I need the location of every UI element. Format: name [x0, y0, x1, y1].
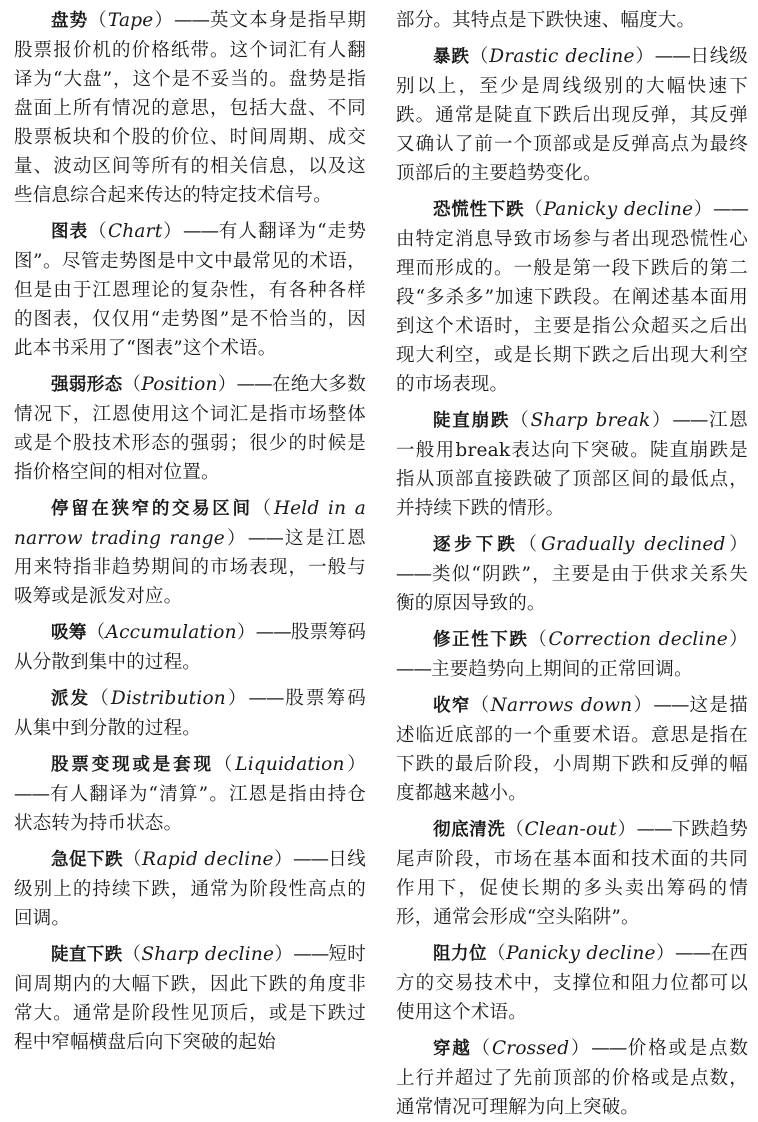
entry-english: Position — [141, 374, 218, 395]
entry-term: 暴跌 — [433, 47, 470, 67]
entry-term: 吸筹 — [51, 623, 87, 643]
continued-text: 部分。其特点是下跌快速、幅度大。 — [396, 10, 696, 31]
entry-english: Sharp break — [530, 410, 651, 431]
entry-definition: 下跌趋势尾声阶段，市场在基本面和技术面的共同作用下，促使长期的多头卖出筹码的情形，通常会形成“空头陷阱”。 — [396, 819, 748, 928]
entry-term: 修正性下跌 — [433, 630, 529, 650]
entry-english: Correction decline — [548, 629, 728, 650]
entry-term: 恐慌性下跌 — [433, 200, 525, 220]
entry-english: Gradually declined — [541, 534, 726, 555]
entry-definition: 这是江恩用来特指非趋势期间的市场表现，一般与吸筹或是派发对应。 — [14, 528, 366, 607]
entry-definition: 在绝大多数情况下，江恩使用这个词汇是指市场整体或是个股技术形态的强弱；很少的时候是指价格空间的相对位置。 — [14, 374, 366, 483]
entry-separator: —— — [672, 410, 708, 431]
entry-definition: 主要趋势向上期间的正常回调。 — [431, 659, 693, 680]
entry-separator: —— — [14, 784, 49, 805]
entry-definition: 有人翻译为“清算”。江恩是指由持仓状态转为持币状态。 — [14, 784, 366, 834]
entry-definition: 江恩一般用break表达向下突破。陡直崩跌是指从顶部直接跌破了顶部区间的最低点，并持续下跌的情形。 — [396, 410, 748, 519]
entry-english: Distribution — [110, 688, 226, 709]
entry-separator: —— — [674, 943, 710, 964]
right-column — [396, 6, 749, 1118]
entry-separator: —— — [247, 528, 283, 549]
glossary-entry-panicky-decline: 恐慌性下跌（Panicky decline）——由特定消息导致市场参与者出现恐慌性心理而形成的。一般是第一段下跌后的第二段“多杀多”加速下跌段。在阐述基本面用到这个术语时，主要是指公众超买之后出现大利空，或是长期下跌之后出现大利空的市场表现。 — [396, 199, 749, 395]
entry-term: 阻力位 — [433, 944, 488, 964]
entry-definition: 类似“阴跌”，主要是由于供求关系失衡的原因导致的。 — [396, 564, 748, 614]
entry-term: 陡直崩跌 — [433, 411, 511, 431]
entry-separator: —— — [248, 688, 284, 709]
entry-definition: 英文本身是指早期股票报价机的价格纸带。这个词汇有人翻译为“大盘”，这个是不妥当的。盘势是指盘面上所有情况的意思，包括大盘、不同股票板块和个股的价位、时间周期、成交量、波动区间等所有的相关信息，以及这些信息综合起来传达的特定技术信号。 — [14, 10, 367, 206]
entry-separator: —— — [293, 944, 329, 965]
entry-definition: 价格或是点数上行并超过了先前顶部的价格或是点数，通常情况可理解为向上突破。 — [396, 1038, 749, 1118]
glossary-entry-sharp-decline: 陡直下跌（Sharp decline）——短时间周期内的大幅下跌，因此下跌的角度非常大。通常是阶段性见顶后，或是下跌过程中窄幅横盘后向下突破的起始 — [14, 944, 366, 1053]
entry-separator: —— — [396, 564, 431, 585]
entry-term: 强弱形态 — [51, 375, 123, 395]
glossary-entry-crossed: 穿越（Crossed）——价格或是点数上行并超过了先前顶部的价格或是点数，通常情况可理解为向上突破。 — [396, 1038, 749, 1118]
entry-definition: 短时间周期内的大幅下跌，因此下跌的角度非常大。通常是阶段性见顶后，或是下跌过程中窄幅横盘后向下突破的起始 — [14, 944, 366, 1053]
entry-term: 盘势 — [51, 11, 89, 31]
entry-term: 股票变现或是套现 — [51, 755, 214, 775]
entry-separator: —— — [636, 819, 672, 840]
entry-english: Chart — [107, 221, 163, 242]
glossary-entry-drastic-decline: 暴跌（Drastic decline）——日线级别以上，至少是周线级别的大幅快速下跌。通常是陡直下跌后出现反弹，其反弹又确认了前一个顶部或是反弹高点为最终顶部后的主要趋势变化。 — [396, 46, 749, 184]
entry-term: 收窄 — [433, 696, 471, 716]
glossary-entry-correction-decline: 修正性下跌（Correction decline）——主要趋势向上期间的正常回调。 — [396, 629, 749, 680]
entry-definition: 这是描述临近底部的一个重要术语。意思是指在下跌的最后阶段，小周期下跌和反弹的幅度都越来越小。 — [396, 695, 748, 804]
glossary-entry-gradually-declined: 逐步下跌（Gradually declined）——类似“阴跌”，主要是由于供求关系失衡的原因导致的。 — [396, 534, 748, 614]
entry-separator: —— — [236, 374, 272, 395]
entry-definition: 日线级别上的持续下跌，通常为阶段性高点的回调。 — [14, 849, 366, 929]
entry-english: Clean-out — [524, 819, 618, 840]
entry-separator: —— — [396, 659, 431, 680]
glossary-entry-liquidation: 股票变现或是套现（Liquidation）——有人翻译为“清算”。江恩是指由持仓状态转为持币状态。 — [14, 754, 367, 834]
entry-separator: —— — [653, 695, 689, 716]
glossary-entry-tape: 盘势（Tape）——英文本身是指早期股票报价机的价格纸带。这个词汇有人翻译为“大盘”，这个是不妥当的。盘势是指盘面上所有情况的意思，包括大盘、不同股票板块和个股的价位、时间周期、成交量、波动区间等所有的相关信息，以及这些信息综合起来传达的特定技术信号。 — [14, 10, 367, 206]
glossary-entry-accumulation: 吸筹（Accumulation）——股票筹码从分散到集中的过程。 — [14, 622, 367, 673]
entry-term: 派发 — [51, 689, 91, 709]
entry-english: Narrows down — [490, 695, 633, 716]
entry-separator: —— — [713, 199, 749, 220]
entry-term: 彻底清洗 — [433, 820, 506, 840]
entry-english: Crossed — [491, 1038, 570, 1059]
entry-definition: 有人翻译为“走势图”。尽管走势图是中文中最常见的术语，但是由于江恩理论的复杂性，有各种各样的图表，仅仅用“走势图”是不恰当的，因此本书采用了“图表”这个术语。 — [14, 221, 367, 359]
entry-english: Panicky decline — [506, 943, 656, 964]
entry-term: 急促下跌 — [51, 850, 124, 870]
entry-separator: —— — [591, 1038, 627, 1059]
entry-english: Drastic decline — [489, 46, 635, 67]
entry-definition: 股票筹码从集中到分散的过程。 — [14, 688, 366, 739]
entry-definition: 在西方的交易技术中，支撑位和阻力位都可以使用这个术语。 — [396, 943, 749, 1023]
entry-definition: 股票筹码从分散到集中的过程。 — [14, 622, 367, 673]
entry-english: Sharp decline — [141, 944, 275, 965]
entry-term: 穿越 — [433, 1039, 472, 1059]
entry-english: Accumulation — [105, 622, 237, 643]
entry-separator: —— — [654, 46, 690, 67]
entry-definition: 日线级别以上，至少是周线级别的大幅快速下跌。通常是陡直下跌后出现反弹，其反弹又确认了前一个顶部或是反弹高点为最终顶部后的主要趋势变化。 — [396, 46, 749, 184]
glossary-entry-narrows-down: 收窄（Narrows down）——这是描述临近底部的一个重要术语。意思是指在下跌的最后阶段，小周期下跌和反弹的幅度都越来越小。 — [396, 695, 748, 804]
entry-term: 停留在狭窄的交易区间 — [51, 499, 253, 519]
entry-separator: —— — [255, 622, 291, 643]
entry-english: Rapid decline — [142, 849, 274, 870]
glossary-entry-clean-out: 彻底清洗（Clean-out）——下跌趋势尾声阶段，市场在基本面和技术面的共同作用下，促使长期的多头卖出筹码的情形，通常会形成“空头陷阱”。 — [396, 819, 748, 928]
left-column — [14, 6, 366, 1108]
glossary-entry-chart: 图表（Chart）——有人翻译为“走势图”。尽管走势图是中文中最常见的术语，但是由于江恩理论的复杂性，有各种各样的图表，仅仅用“走势图”是不恰当的，因此本书采用了“图表”这个术语。 — [14, 221, 367, 359]
entry-english: Tape — [107, 10, 154, 31]
glossary-entry-resistance: 阻力位（Panicky decline）——在西方的交易技术中，支撑位和阻力位都可以使用这个术语。 — [396, 943, 749, 1023]
glossary-entry-distribution: 派发（Distribution）——股票筹码从集中到分散的过程。 — [14, 688, 366, 739]
entry-english: Held in a narrow trading range — [14, 498, 367, 549]
glossary-entry-sharp-break: 陡直崩跌（Sharp break）——江恩一般用break表达向下突破。陡直崩跌是指从顶部直接跌破了顶部区间的最低点，并持续下跌的情形。 — [396, 410, 748, 519]
glossary-entry-narrow-range: 停留在狭窄的交易区间（Held in a narrow trading range）——这是江恩用来特指非趋势期间的市场表现，一般与吸筹或是派发对应。 — [14, 498, 367, 607]
entry-english: Liquidation — [235, 754, 345, 775]
entry-term: 陡直下跌 — [51, 945, 123, 965]
entry-separator: —— — [292, 849, 328, 870]
entry-definition: 由特定消息导致市场参与者出现恐慌性心理而形成的。一般是第一段下跌后的第二段“多杀多”加速下跌段。在阐述基本面用到这个术语时，主要是指公众超买之后出现大利空，或是长期下跌之后出现大利空的市场表现。 — [396, 229, 748, 395]
glossary-entry-rapid-decline: 急促下跌（Rapid decline）——日线级别上的持续下跌，通常为阶段性高点的回调。 — [14, 849, 366, 929]
entry-term: 图表 — [51, 222, 89, 242]
entry-separator: —— — [182, 221, 218, 242]
entry-term: 逐步下跌 — [433, 535, 519, 555]
entry-english: Panicky decline — [543, 199, 694, 220]
entry-separator: —— — [174, 10, 209, 31]
glossary-entry-position: 强弱形态（Position）——在绝大多数情况下，江恩使用这个词汇是指市场整体或是个股技术形态的强弱；很少的时候是指价格空间的相对位置。 — [14, 374, 366, 483]
